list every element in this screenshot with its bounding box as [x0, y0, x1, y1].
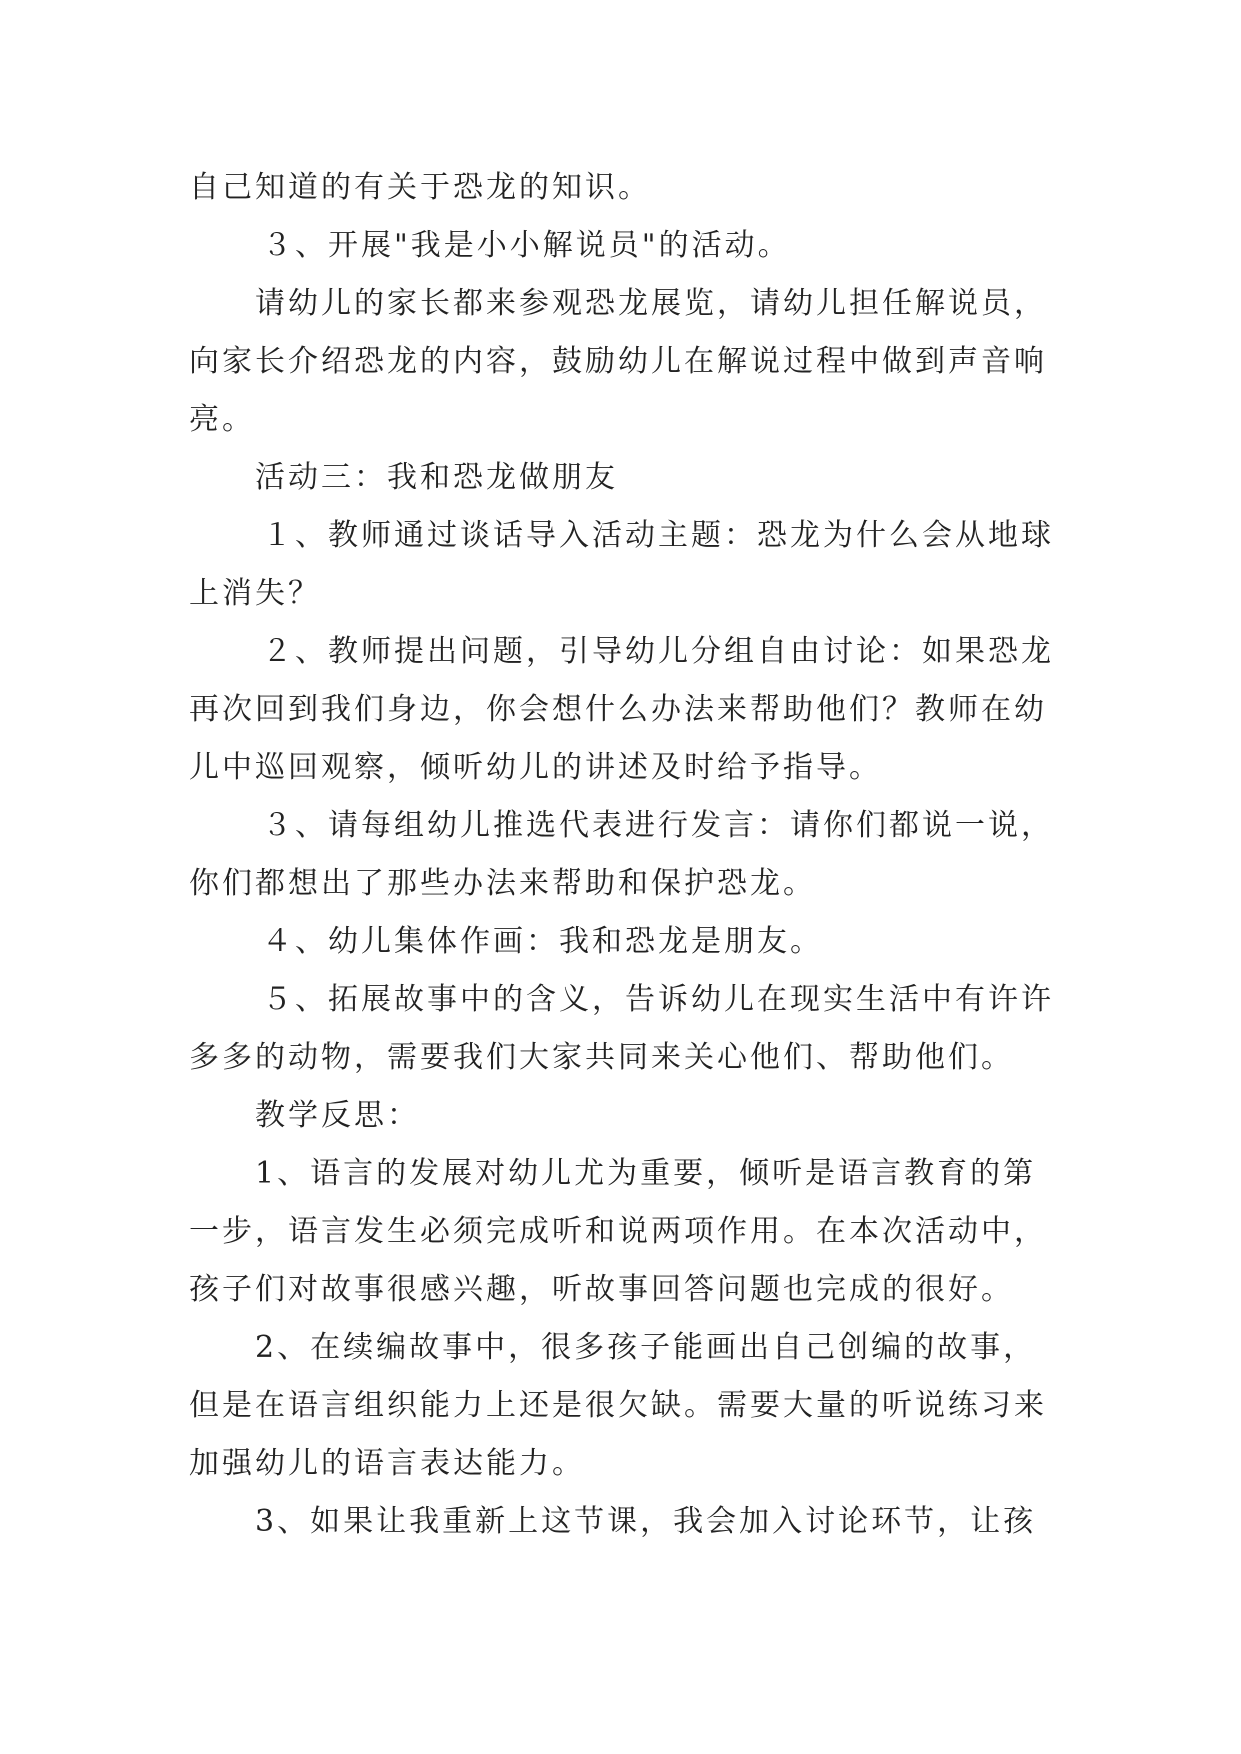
- text-line: 加强幼儿的语言表达能力。: [189, 1446, 585, 1481]
- section-heading: 活动三：我和恐龙做朋友: [255, 460, 618, 495]
- text-line: 一步，语言发生必须完成听和说两项作用。在本次活动中，: [189, 1214, 1047, 1249]
- text-line: 孩子们对故事很感兴趣，听故事回答问题也完成的很好。: [189, 1272, 1014, 1307]
- text-line: ２、教师提出问题，引导幼儿分组自由讨论：如果恐龙: [262, 634, 1054, 669]
- text-line: １、教师通过谈话导入活动主题：恐龙为什么会从地球: [262, 518, 1054, 553]
- text-line: ３、请每组幼儿推选代表进行发言：请你们都说一说，: [262, 808, 1054, 843]
- section-heading: 教学反思：: [255, 1098, 420, 1133]
- text-line: 多多的动物，需要我们大家共同来关心他们、帮助他们。: [189, 1040, 1014, 1075]
- text-line: ４、幼儿集体作画：我和恐龙是朋友。: [262, 924, 823, 959]
- text-line: 3、如果让我重新上这节课，我会加入讨论环节，让孩: [255, 1504, 1037, 1539]
- text-line: 儿中巡回观察，倾听幼儿的讲述及时给予指导。: [189, 750, 882, 785]
- text-line: 自己知道的有关于恐龙的知识。: [189, 170, 651, 205]
- text-line: 请幼儿的家长都来参观恐龙展览，请幼儿担任解说员，: [255, 286, 1047, 321]
- text-line: 2、在续编故事中，很多孩子能画出自己创编的故事，: [255, 1330, 1037, 1365]
- text-line: 再次回到我们身边，你会想什么办法来帮助他们？教师在幼: [189, 692, 1047, 727]
- text-line: ５、拓展故事中的含义，告诉幼儿在现实生活中有许许: [262, 982, 1054, 1017]
- text-line: ３、开展"我是小小解说员"的活动。: [262, 228, 791, 263]
- text-line: 向家长介绍恐龙的内容，鼓励幼儿在解说过程中做到声音响: [189, 344, 1047, 379]
- text-line: 你们都想出了那些办法来帮助和保护恐龙。: [189, 866, 816, 901]
- text-line: 1、语言的发展对幼儿尤为重要，倾听是语言教育的第: [255, 1156, 1037, 1191]
- text-line: 亮。: [189, 402, 255, 437]
- text-line: 但是在语言组织能力上还是很欠缺。需要大量的听说练习来: [189, 1388, 1047, 1423]
- text-line: 上消失？: [189, 576, 321, 611]
